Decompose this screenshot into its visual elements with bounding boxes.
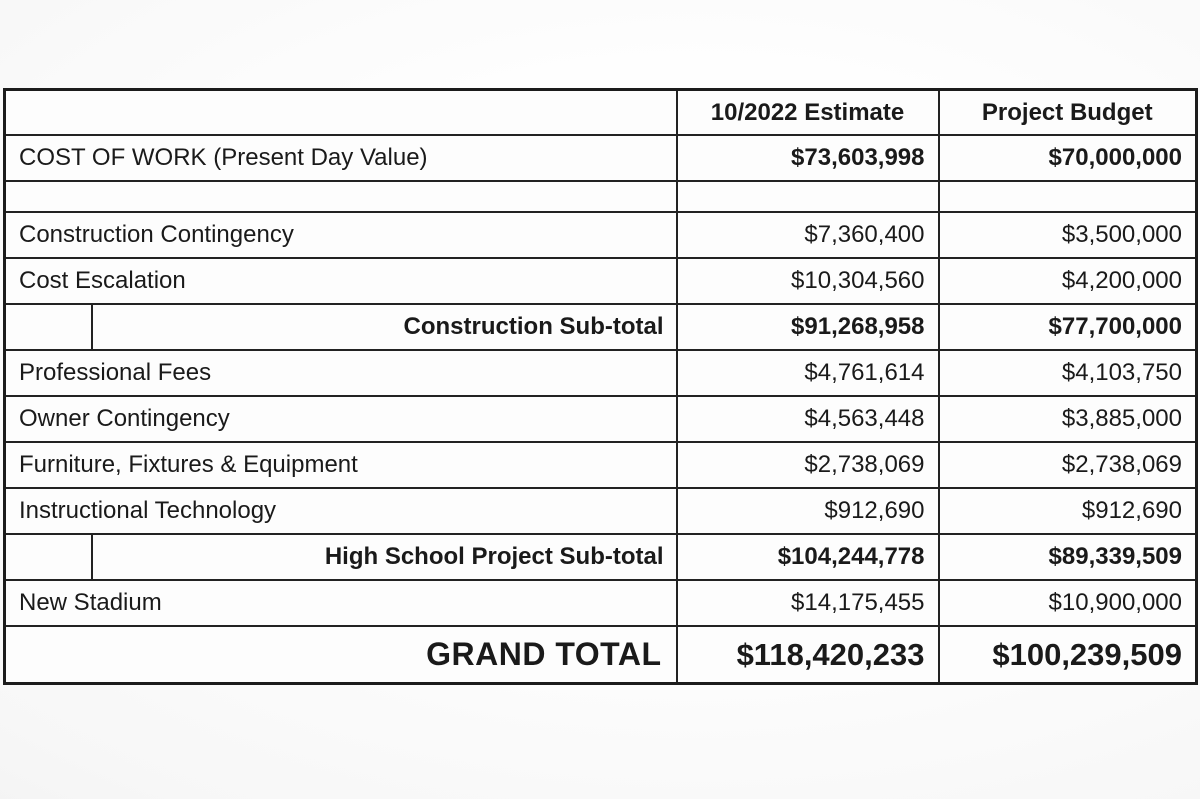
- row-label: Furniture, Fixtures & Equipment: [5, 442, 677, 488]
- budget-value: $4,103,750: [939, 350, 1197, 396]
- budget-value: $2,738,069: [939, 442, 1197, 488]
- row-label: New Stadium: [5, 580, 677, 626]
- estimate-value: $7,360,400: [677, 212, 939, 258]
- estimate-value: $118,420,233: [677, 626, 939, 684]
- estimate-value: $104,244,778: [677, 534, 939, 580]
- budget-value: $77,700,000: [939, 304, 1197, 350]
- budget-value: $10,900,000: [939, 580, 1197, 626]
- budget-value: $100,239,509: [939, 626, 1197, 684]
- column-header-budget: Project Budget: [939, 90, 1197, 136]
- estimate-value: $4,563,448: [677, 396, 939, 442]
- new-stadium-row: [5, 580, 1197, 626]
- subtotal-stub-cell: [5, 534, 92, 580]
- construction-subtotal-row: [5, 304, 1197, 350]
- subtotal-stub-cell: [5, 304, 92, 350]
- row-label: GRAND TOTAL: [5, 626, 677, 684]
- budget-value: $3,885,000: [939, 396, 1197, 442]
- grand-total-row: [5, 626, 1197, 684]
- spacer-row: [5, 181, 1197, 212]
- high-school-subtotal-row: [5, 534, 1197, 580]
- owner-contingency-row: [5, 396, 1197, 442]
- estimate-value: $2,738,069: [677, 442, 939, 488]
- column-header-estimate: 10/2022 Estimate: [677, 90, 939, 136]
- estimate-value: $10,304,560: [677, 258, 939, 304]
- header-blank-cell: [5, 90, 677, 136]
- row-label: COST OF WORK (Present Day Value): [5, 135, 677, 181]
- row-label: Construction Sub-total: [92, 304, 677, 350]
- header-row: [5, 90, 1197, 136]
- row-label: Owner Contingency: [5, 396, 677, 442]
- estimate-value: $14,175,455: [677, 580, 939, 626]
- row-label: Cost Escalation: [5, 258, 677, 304]
- row-label: Construction Contingency: [5, 212, 677, 258]
- budget-value: [939, 181, 1197, 212]
- estimate-value: $912,690: [677, 488, 939, 534]
- row-label: Professional Fees: [5, 350, 677, 396]
- budget-value: $4,200,000: [939, 258, 1197, 304]
- estimate-value: $73,603,998: [677, 135, 939, 181]
- row-label: High School Project Sub-total: [92, 534, 677, 580]
- construction-contingency-row: [5, 212, 1197, 258]
- professional-fees-row: [5, 350, 1197, 396]
- budget-table: [3, 88, 1198, 685]
- estimate-value: $4,761,614: [677, 350, 939, 396]
- furniture-fixtures-equipment-row: [5, 442, 1197, 488]
- row-label: Instructional Technology: [5, 488, 677, 534]
- row-label: [5, 181, 677, 212]
- budget-value: $89,339,509: [939, 534, 1197, 580]
- budget-value: $70,000,000: [939, 135, 1197, 181]
- estimate-value: $91,268,958: [677, 304, 939, 350]
- cost-escalation-row: [5, 258, 1197, 304]
- estimate-value: [677, 181, 939, 212]
- budget-value: $912,690: [939, 488, 1197, 534]
- instructional-technology-row: [5, 488, 1197, 534]
- cost-of-work-row: [5, 135, 1197, 181]
- budget-value: $3,500,000: [939, 212, 1197, 258]
